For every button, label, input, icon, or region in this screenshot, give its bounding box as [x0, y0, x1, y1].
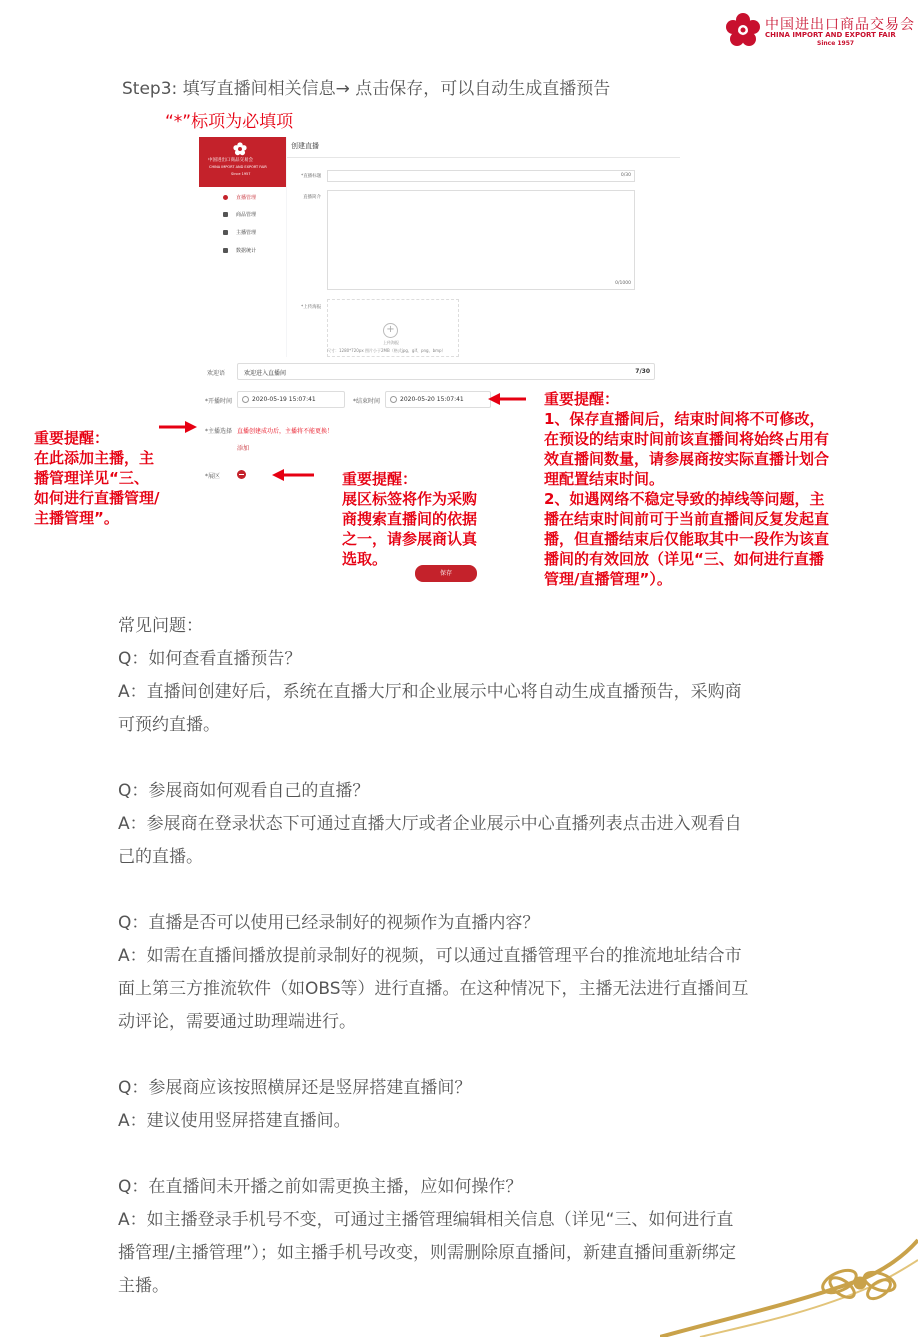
live-icon — [223, 195, 228, 200]
intro-field-label: 直播简介 — [303, 195, 321, 200]
sidebar-header — [199, 137, 286, 187]
faq-answer: 主播。 — [118, 1276, 169, 1296]
note-line: 播在结束时间前可于当前直播间反复发起直 — [544, 510, 830, 528]
start-time-picker[interactable] — [237, 391, 345, 408]
cover-field-label: *上传海报 — [301, 305, 322, 310]
note-line: 选取。 — [342, 550, 388, 568]
flower-logo-icon — [233, 142, 247, 156]
important-note-anchor — [34, 428, 194, 528]
sidebar-item-label: 主播管理 — [236, 230, 257, 236]
welcome-input[interactable] — [237, 363, 655, 380]
note-line: 之一，请参展商认真 — [342, 530, 478, 548]
sidebar-brand-en: CHINA IMPORT AND EXPORT FAIR — [209, 165, 267, 169]
required-field-note: “*”标项为必填项 — [165, 112, 294, 132]
note-line: 1、保存直播间后，结束时间将不可修改， — [544, 410, 825, 428]
note-line: 主播管理”。 — [34, 509, 119, 527]
page-title: 创建直播 — [291, 142, 319, 150]
note-line: 效直播间数量，请参展商按实际直播计划合 — [544, 450, 830, 468]
important-note-zone — [342, 469, 518, 569]
user-icon — [223, 230, 228, 235]
logo-english-name: CHINA IMPORT AND EXPORT FAIR — [765, 31, 896, 39]
divider — [287, 157, 680, 158]
title-field-label: *直播标题 — [301, 174, 322, 179]
welcome-char-count: 7/30 — [635, 368, 650, 375]
step-title: Step3: 填写直播间相关信息→ 点击保存，可以自动生成直播预告 — [122, 79, 611, 99]
upload-hint: 尺寸：1280*720px 图片小于2MB（格式jpg、gif、png、bmp） — [327, 348, 446, 353]
faq-question: Q：在直播间未开播之前如需更换主播，应如何操作？ — [118, 1177, 523, 1197]
faq-question: Q：直播是否可以使用已经录制好的视频作为直播内容？ — [118, 913, 540, 933]
important-note-end-time — [544, 389, 904, 589]
welcome-label: 欢迎语 — [207, 370, 226, 377]
sidebar-item-products[interactable] — [199, 209, 286, 223]
save-button[interactable]: 保存 — [415, 565, 477, 582]
sidebar-item-stats[interactable] — [199, 245, 286, 259]
anchor-label: *主播选择 — [205, 428, 233, 435]
welcome-value: 欢迎进入直播间 — [244, 370, 287, 377]
faq-answer: 播管理/主播管理”）；如主播手机号改变，则需删除原直播间，新建直播间重新绑定 — [118, 1243, 737, 1263]
clock-icon — [390, 396, 397, 403]
upload-label: 上传海报 — [383, 340, 399, 345]
intro-textarea[interactable] — [327, 190, 635, 290]
note-line: 重要提醒： — [342, 470, 418, 488]
arrow-left-icon — [272, 468, 316, 482]
end-time-label: *结束时间 — [353, 398, 381, 405]
faq-section — [118, 610, 838, 1303]
intro-char-count: 0/1000 — [615, 281, 631, 286]
sidebar-item-label: 数据统计 — [236, 248, 257, 254]
create-live-panel — [287, 137, 680, 357]
products-icon — [223, 212, 228, 217]
note-line: 商搜索直播间的依据 — [342, 510, 478, 528]
logo-since: Since 1957 — [817, 40, 855, 47]
chart-icon — [223, 248, 228, 253]
note-line: 2、如遇网络不稳定导致的掉线等问题，主 — [544, 490, 825, 508]
end-time-value: 2020-05-20 15:07:41 — [400, 396, 464, 403]
note-line: 展区标签将作为采购 — [342, 490, 478, 508]
sidebar-item-live[interactable] — [199, 192, 286, 206]
arrow-left-icon — [488, 392, 528, 406]
note-line: 在此添加主播，主 — [34, 449, 155, 467]
faq-answer: A：建议使用竖屏搭建直播间。 — [118, 1111, 351, 1131]
logo-chinese-name: 中国进出口商品交易会 — [765, 17, 915, 33]
canton-fair-logo — [725, 12, 915, 52]
note-line: 管理/直播管理”）。 — [544, 570, 672, 588]
upload-plus-icon[interactable]: + — [383, 323, 398, 338]
faq-answer: 动评论，需要通过助理端进行。 — [118, 1012, 356, 1032]
note-line: 播管理详见“三、 — [34, 469, 149, 487]
note-line: 重要提醒： — [34, 429, 110, 447]
clock-icon — [242, 396, 249, 403]
end-time-picker[interactable] — [385, 391, 491, 408]
start-time-value: 2020-05-19 15:07:41 — [252, 396, 316, 403]
faq-question: Q：如何查看直播预告？ — [118, 649, 302, 669]
note-line: 理配置结束时间。 — [544, 470, 665, 488]
note-line: 重要提醒： — [544, 390, 620, 408]
note-line: 在预设的结束时间前该直播间将始终占用有 — [544, 430, 830, 448]
note-line: 如何进行直播管理/ — [34, 489, 160, 507]
note-line: 播间的有效回放（详见“三、如何进行直播 — [544, 550, 824, 568]
faq-answer: A：直播间创建好后，系统在直播大厅和企业展示中心将自动生成直播预告，采购商 — [118, 682, 742, 702]
start-time-label: *开播时间 — [205, 398, 233, 405]
add-zone-icon[interactable] — [237, 470, 246, 479]
sidebar-item-label: 商品管理 — [236, 212, 257, 218]
faq-answer: A：如主播登录手机号不变，可通过主播管理编辑相关信息（详见“三、如何进行直 — [118, 1210, 734, 1230]
faq-answer: 己的直播。 — [118, 847, 203, 867]
sidebar-item-label: 直播管理 — [236, 195, 257, 201]
faq-question: Q：参展商如何观看自己的直播？ — [118, 781, 370, 801]
note-line: 播，但直播结束后仅能取其中一段作为该直 — [544, 530, 830, 548]
faq-question: Q：参展商应该按照横屏还是竖屏搭建直播间？ — [118, 1078, 472, 1098]
sidebar-item-anchors[interactable] — [199, 227, 286, 241]
gold-ribbon-decoration — [660, 1225, 918, 1337]
sidebar-brand-since: Since 1957 — [231, 172, 251, 176]
zone-label: *展区 — [205, 473, 221, 480]
faq-answer: A：参展商在登录状态下可通过直播大厅或者企业展示中心直播列表点击进入观看自 — [118, 814, 742, 834]
faq-answer: A：如需在直播间播放提前录制好的视频，可以通过直播管理平台的推流地址结合市 — [118, 946, 742, 966]
faq-answer: 面上第三方推流软件（如OBS等）进行直播。在这种情况下，主播无法进行直播间互 — [118, 979, 749, 999]
sidebar — [199, 137, 286, 357]
sidebar-brand-cn: 中国进出口商品交易会 — [208, 158, 253, 163]
title-input[interactable] — [327, 170, 635, 182]
create-live-screenshot — [199, 137, 680, 357]
flower-logo-icon — [725, 12, 761, 48]
title-char-count: 0/30 — [620, 173, 631, 178]
faq-heading: 常见问题： — [118, 616, 203, 636]
faq-answer: 可预约直播。 — [118, 715, 220, 735]
anchor-warning: 直播创建成功后，主播将不能更换！ — [237, 428, 334, 435]
add-anchor-link[interactable]: 添加 — [237, 445, 250, 452]
